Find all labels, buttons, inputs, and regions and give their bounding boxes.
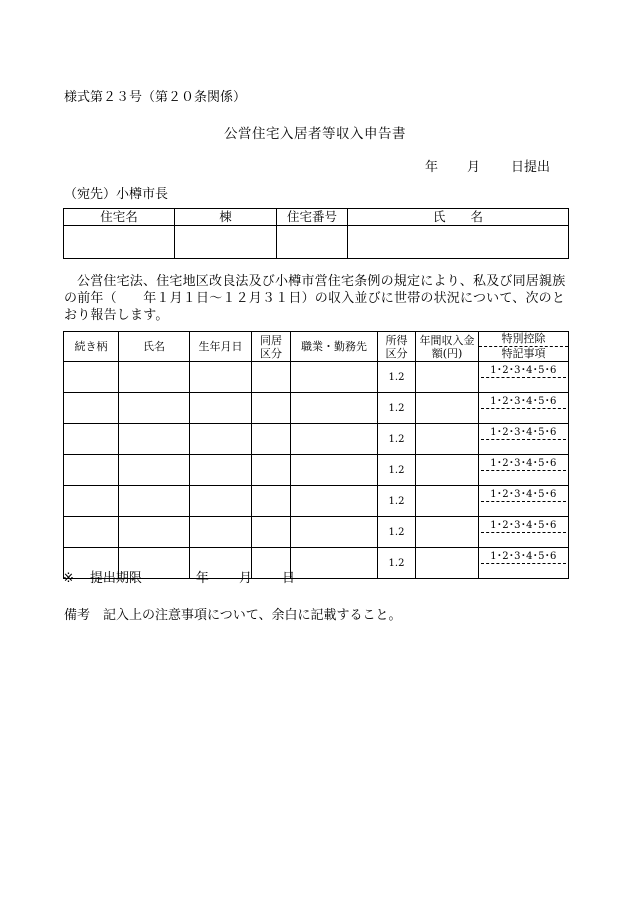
special-notes-label: 特記事項 [501, 347, 546, 360]
submission-date [425, 156, 550, 175]
deduction-options: 1･2･3･4･5･6 [481, 519, 566, 533]
member-name-field[interactable] [119, 455, 190, 486]
annual-income-field[interactable] [416, 548, 479, 579]
deduction-options: 1･2･3･4･5･6 [481, 550, 566, 564]
house-number-header: 住宅番号 [277, 209, 348, 226]
deduction-field[interactable] [479, 517, 569, 548]
birthdate-field[interactable] [190, 393, 252, 424]
note-mark: ※ [63, 571, 74, 586]
cohabit-class-header: 同居区分 [252, 332, 291, 362]
form-number: 様式第２３号（第２０条関係） [64, 90, 247, 105]
applicant-name-field[interactable] [348, 226, 569, 259]
household-members-table [63, 331, 569, 579]
occupation-field[interactable] [291, 362, 378, 393]
submission-day-label: 日提出 [511, 160, 551, 175]
deadline-year-label: 年 [195, 571, 209, 586]
relation-field[interactable] [64, 362, 119, 393]
deduction-options: 1･2･3･4･5･6 [481, 426, 566, 440]
occupation-field[interactable] [291, 486, 378, 517]
occupation-header: 職業・勤務先 [291, 332, 378, 362]
deduction-field[interactable] [479, 424, 569, 455]
applicant-name-header: 氏 名 [348, 209, 569, 226]
member-row [64, 517, 569, 548]
submission-month-label: 月 [467, 160, 481, 175]
deduction-field[interactable] [479, 548, 569, 579]
submission-deadline [63, 567, 295, 586]
relation-field[interactable] [64, 455, 119, 486]
annual-income-field[interactable] [416, 455, 479, 486]
relation-header: 続き柄 [64, 332, 119, 362]
deduction-field[interactable] [479, 455, 569, 486]
building-header: 棟 [175, 209, 277, 226]
cohabit-class-field[interactable] [252, 517, 291, 548]
member-row [64, 424, 569, 455]
declaration-text: 公営住宅法、住宅地区改良法及び小樽市営住宅条例の規定により、私及び同居親族の前年（ 年１月１日〜１２月３１日）の収入並びに世帯の状況について、次のとおり報告します。 [64, 274, 566, 323]
annual-income-field[interactable] [416, 424, 479, 455]
birthdate-field[interactable] [190, 517, 252, 548]
member-name-field[interactable] [119, 424, 190, 455]
special-deduction-label: 特別控除 [479, 332, 568, 347]
birthdate-field[interactable] [190, 455, 252, 486]
income-class-field[interactable]: 1.2 [378, 362, 416, 393]
submission-year-label: 年 [425, 160, 439, 175]
deduction-field[interactable] [479, 362, 569, 393]
deduction-options: 1･2･3･4･5･6 [481, 395, 566, 409]
deduction-options: 1･2･3･4･5･6 [481, 488, 566, 502]
house-number-field[interactable] [277, 226, 348, 259]
cohabit-class-field[interactable] [252, 486, 291, 517]
cohabit-class-field[interactable] [252, 424, 291, 455]
income-class-field[interactable]: 1.2 [378, 455, 416, 486]
member-name-field[interactable] [119, 393, 190, 424]
member-row [64, 393, 569, 424]
occupation-field[interactable] [291, 455, 378, 486]
member-name-header: 氏名 [119, 332, 190, 362]
income-class-field[interactable]: 1.2 [378, 486, 416, 517]
deduction-header [479, 332, 569, 362]
occupation-field[interactable] [291, 548, 378, 579]
income-class-field[interactable]: 1.2 [378, 424, 416, 455]
birthdate-field[interactable] [190, 424, 252, 455]
deadline-day-label: 日 [281, 571, 295, 586]
cohabit-class-field[interactable] [252, 455, 291, 486]
deadline-label: 提出期限 [89, 571, 142, 586]
deduction-options: 1･2･3･4･5･6 [481, 364, 566, 378]
annual-income-field[interactable] [416, 517, 479, 548]
annual-income-field[interactable] [416, 486, 479, 517]
annual-income-field[interactable] [416, 393, 479, 424]
income-class-field[interactable]: 1.2 [378, 548, 416, 579]
house-info-table [63, 208, 569, 259]
annual-income-field[interactable] [416, 362, 479, 393]
cohabit-class-field[interactable] [252, 393, 291, 424]
cohabit-class-field[interactable] [252, 362, 291, 393]
relation-field[interactable] [64, 486, 119, 517]
addressee: （宛先）小樽市長 [64, 187, 169, 202]
member-name-field[interactable] [119, 486, 190, 517]
house-name-field[interactable] [64, 226, 175, 259]
income-class-header: 所得区分 [378, 332, 416, 362]
birthdate-header: 生年月日 [190, 332, 252, 362]
member-row [64, 362, 569, 393]
house-name-header: 住宅名 [64, 209, 175, 226]
birthdate-field[interactable] [190, 486, 252, 517]
relation-field[interactable] [64, 517, 119, 548]
relation-field[interactable] [64, 424, 119, 455]
member-row [64, 455, 569, 486]
form-title: 公営住宅入居者等収入申告書 [224, 126, 406, 142]
annual-income-header: 年間収入金額(円) [416, 332, 479, 362]
relation-field[interactable] [64, 393, 119, 424]
occupation-field[interactable] [291, 393, 378, 424]
member-name-field[interactable] [119, 517, 190, 548]
deduction-field[interactable] [479, 393, 569, 424]
member-name-field[interactable] [119, 362, 190, 393]
building-field[interactable] [175, 226, 277, 259]
remarks-note: 備考 記入上の注意事項について、余白に記載すること。 [64, 608, 402, 623]
income-class-field[interactable]: 1.2 [378, 393, 416, 424]
deadline-month-label: 月 [238, 571, 252, 586]
occupation-field[interactable] [291, 424, 378, 455]
occupation-field[interactable] [291, 517, 378, 548]
deduction-field[interactable] [479, 486, 569, 517]
birthdate-field[interactable] [190, 362, 252, 393]
deduction-options: 1･2･3･4･5･6 [481, 457, 566, 471]
income-class-field[interactable]: 1.2 [378, 517, 416, 548]
member-row [64, 486, 569, 517]
